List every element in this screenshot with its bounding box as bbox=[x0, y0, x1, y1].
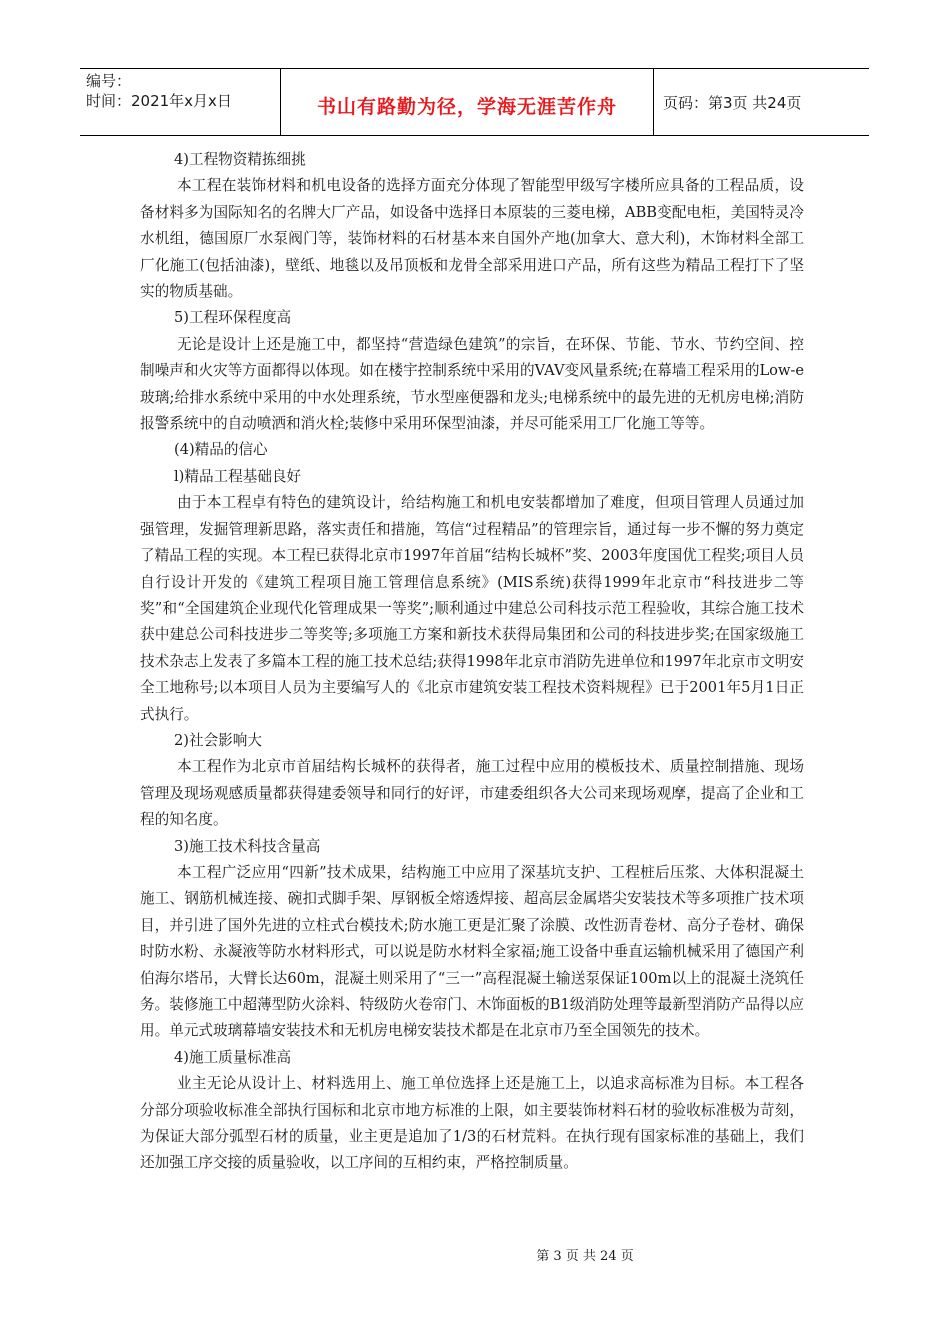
document-body bbox=[140, 147, 804, 1177]
section-heading: 5)工程环保程度高 bbox=[174, 309, 292, 327]
section-heading: 4)工程物资精拣细挑 bbox=[174, 151, 306, 168]
body-paragraph: 本工程作为北京市首届结构长城杯的获得者，施工过程中应用的模板技术、质量控制措施、现场管理及现场观感质量都获得建委领导和同行的好评，市建委组织各大公司来现场观摩，提高了企业和工程的知名度。 bbox=[140, 758, 804, 829]
header-motto: 书山有路勤为径，学海无涯苦作舟 bbox=[281, 69, 654, 135]
body-paragraph: 本工程广泛应用“四新”技术成果，结构施工中应用了深基坑支护、工程桩后压浆、大体积混凝土施工、钢筋机械连接、碗扣式脚手架、厚钢板全熔透焊接、超高层金属塔尖安装技术等多项推广技术项目，并引进了国外先进的立柱式台模技术;防水施工更是汇聚了涂膜、改性沥青卷材、高分子卷材、确保时防水粉、永凝液等防水材料形式，可以说是防水材料全家福;施工设备中垂直运输机械采用了德国产利伯海尔塔吊，大臂长达60m，混凝土则采用了“三一”高程混凝土输送泵保证100m以上的混凝土浇筑任务。装修施工中超薄型防火涂料、特级防火卷帘门、木饰面板的B1级消防处理等最新型消防产品得以应用。单元式玻璃幕墙安装技术和无机房电梯安装技术都是在北京市乃至全国领先的技术。 bbox=[140, 863, 804, 1040]
section-heading: 2)社会影响大 bbox=[174, 731, 262, 749]
page-footer: 第 3 页 共 24 页 bbox=[536, 1249, 634, 1264]
section-heading: l)精品工程基础良好 bbox=[174, 467, 302, 485]
body-paragraph: 本工程在装饰材料和机电设备的选择方面充分体现了智能型甲级写字楼所应具备的工程品质，设备材料多为国际知名的名牌大厂产品，如设备中选择日本原装的三菱电梯，ABB变配电柜，美国特灵冷水机组，德国原厂水泵阀门等，装饰材料的石材基本来自国外产地(加拿大、意大利)，木饰材料全部工厂化施工(包括油漆)，壁纸、地毯以及吊顶板和龙骨全部采用进口产品，所有这些为精品工程打下了坚实的物质基础。 bbox=[140, 177, 804, 301]
section-heading: 3)施工技术科技含量高 bbox=[174, 837, 321, 855]
header-meta bbox=[80, 69, 281, 135]
body-paragraph: 无论是设计上还是施工中，都坚持“营造绿色建筑”的宗旨，在环保、节能、节水、节约空间、控制噪声和火灾等方面都得以体现。如在楼宇控制系统中采用的VAV变风量系统;在幕墙工程采用的Low-e玻璃;给排水系统中采用的中水处理系统，节水型座便器和龙头;电梯系统中的最先进的无机房电梯;消防报警系统中的自动喷洒和消火栓;装修中采用环保型油漆，并尽可能采用工厂化施工等等。 bbox=[140, 335, 804, 433]
document-number-label: 编号： bbox=[86, 72, 132, 90]
document-time-label: 时间：2021年x月x日 bbox=[86, 92, 232, 110]
section-heading: (4)精品的信心 bbox=[174, 441, 268, 459]
section-heading: 4)施工质量标准高 bbox=[174, 1048, 292, 1066]
body-paragraph: 由于本工程卓有特色的建筑设计，给结构施工和机电安装都增加了难度，但项目管理人员通过加强管理，发掘管理新思路，落实责任和措施，笃信“过程精品”的管理宗旨，通过每一步不懈的努力奠定了精品工程的实现。本工程已获得北京市1997年首届“结构长城杯”奖、2003年度国优工程奖;项目人员自行设计开发的《建筑工程项目施工管理信息系统》(MIS系统)获得1999年北京市“科技进步二等奖”和“全国建筑企业现代化管理成果一等奖”;顺利通过中建总公司科技示范工程验收，其综合施工技术获中建总公司科技进步二等奖等;多项施工方案和新技术获得局集团和公司的科技进步奖;在国家级施工技术杂志上发表了多篇本工程的施工技术总结;获得1998年北京市消防先进单位和1997年北京市文明安全工地称号;以本项目人员为主要编写人的《北京市建筑安装工程技术资料规程》已于2001年5月1日正式执行。 bbox=[140, 494, 804, 723]
page-header bbox=[80, 68, 869, 136]
body-paragraph: 业主无论从设计上、材料选用上、施工单位选择上还是施工上，以追求高标准为目标。本工程各分部分项验收标准全部执行国标和北京市地方标准的上限，如主要装饰材料石材的验收标准极为苛刻，为保证大部分弧型石材的质量，业主更是追加了1/3的石材荒料。在执行现有国家标准的基础上，我们还加强工序交接的质量验收，以工序间的互相约束，严格控制质量。 bbox=[140, 1075, 804, 1172]
header-page-info: 页码：第3页 共24页 bbox=[663, 93, 802, 112]
